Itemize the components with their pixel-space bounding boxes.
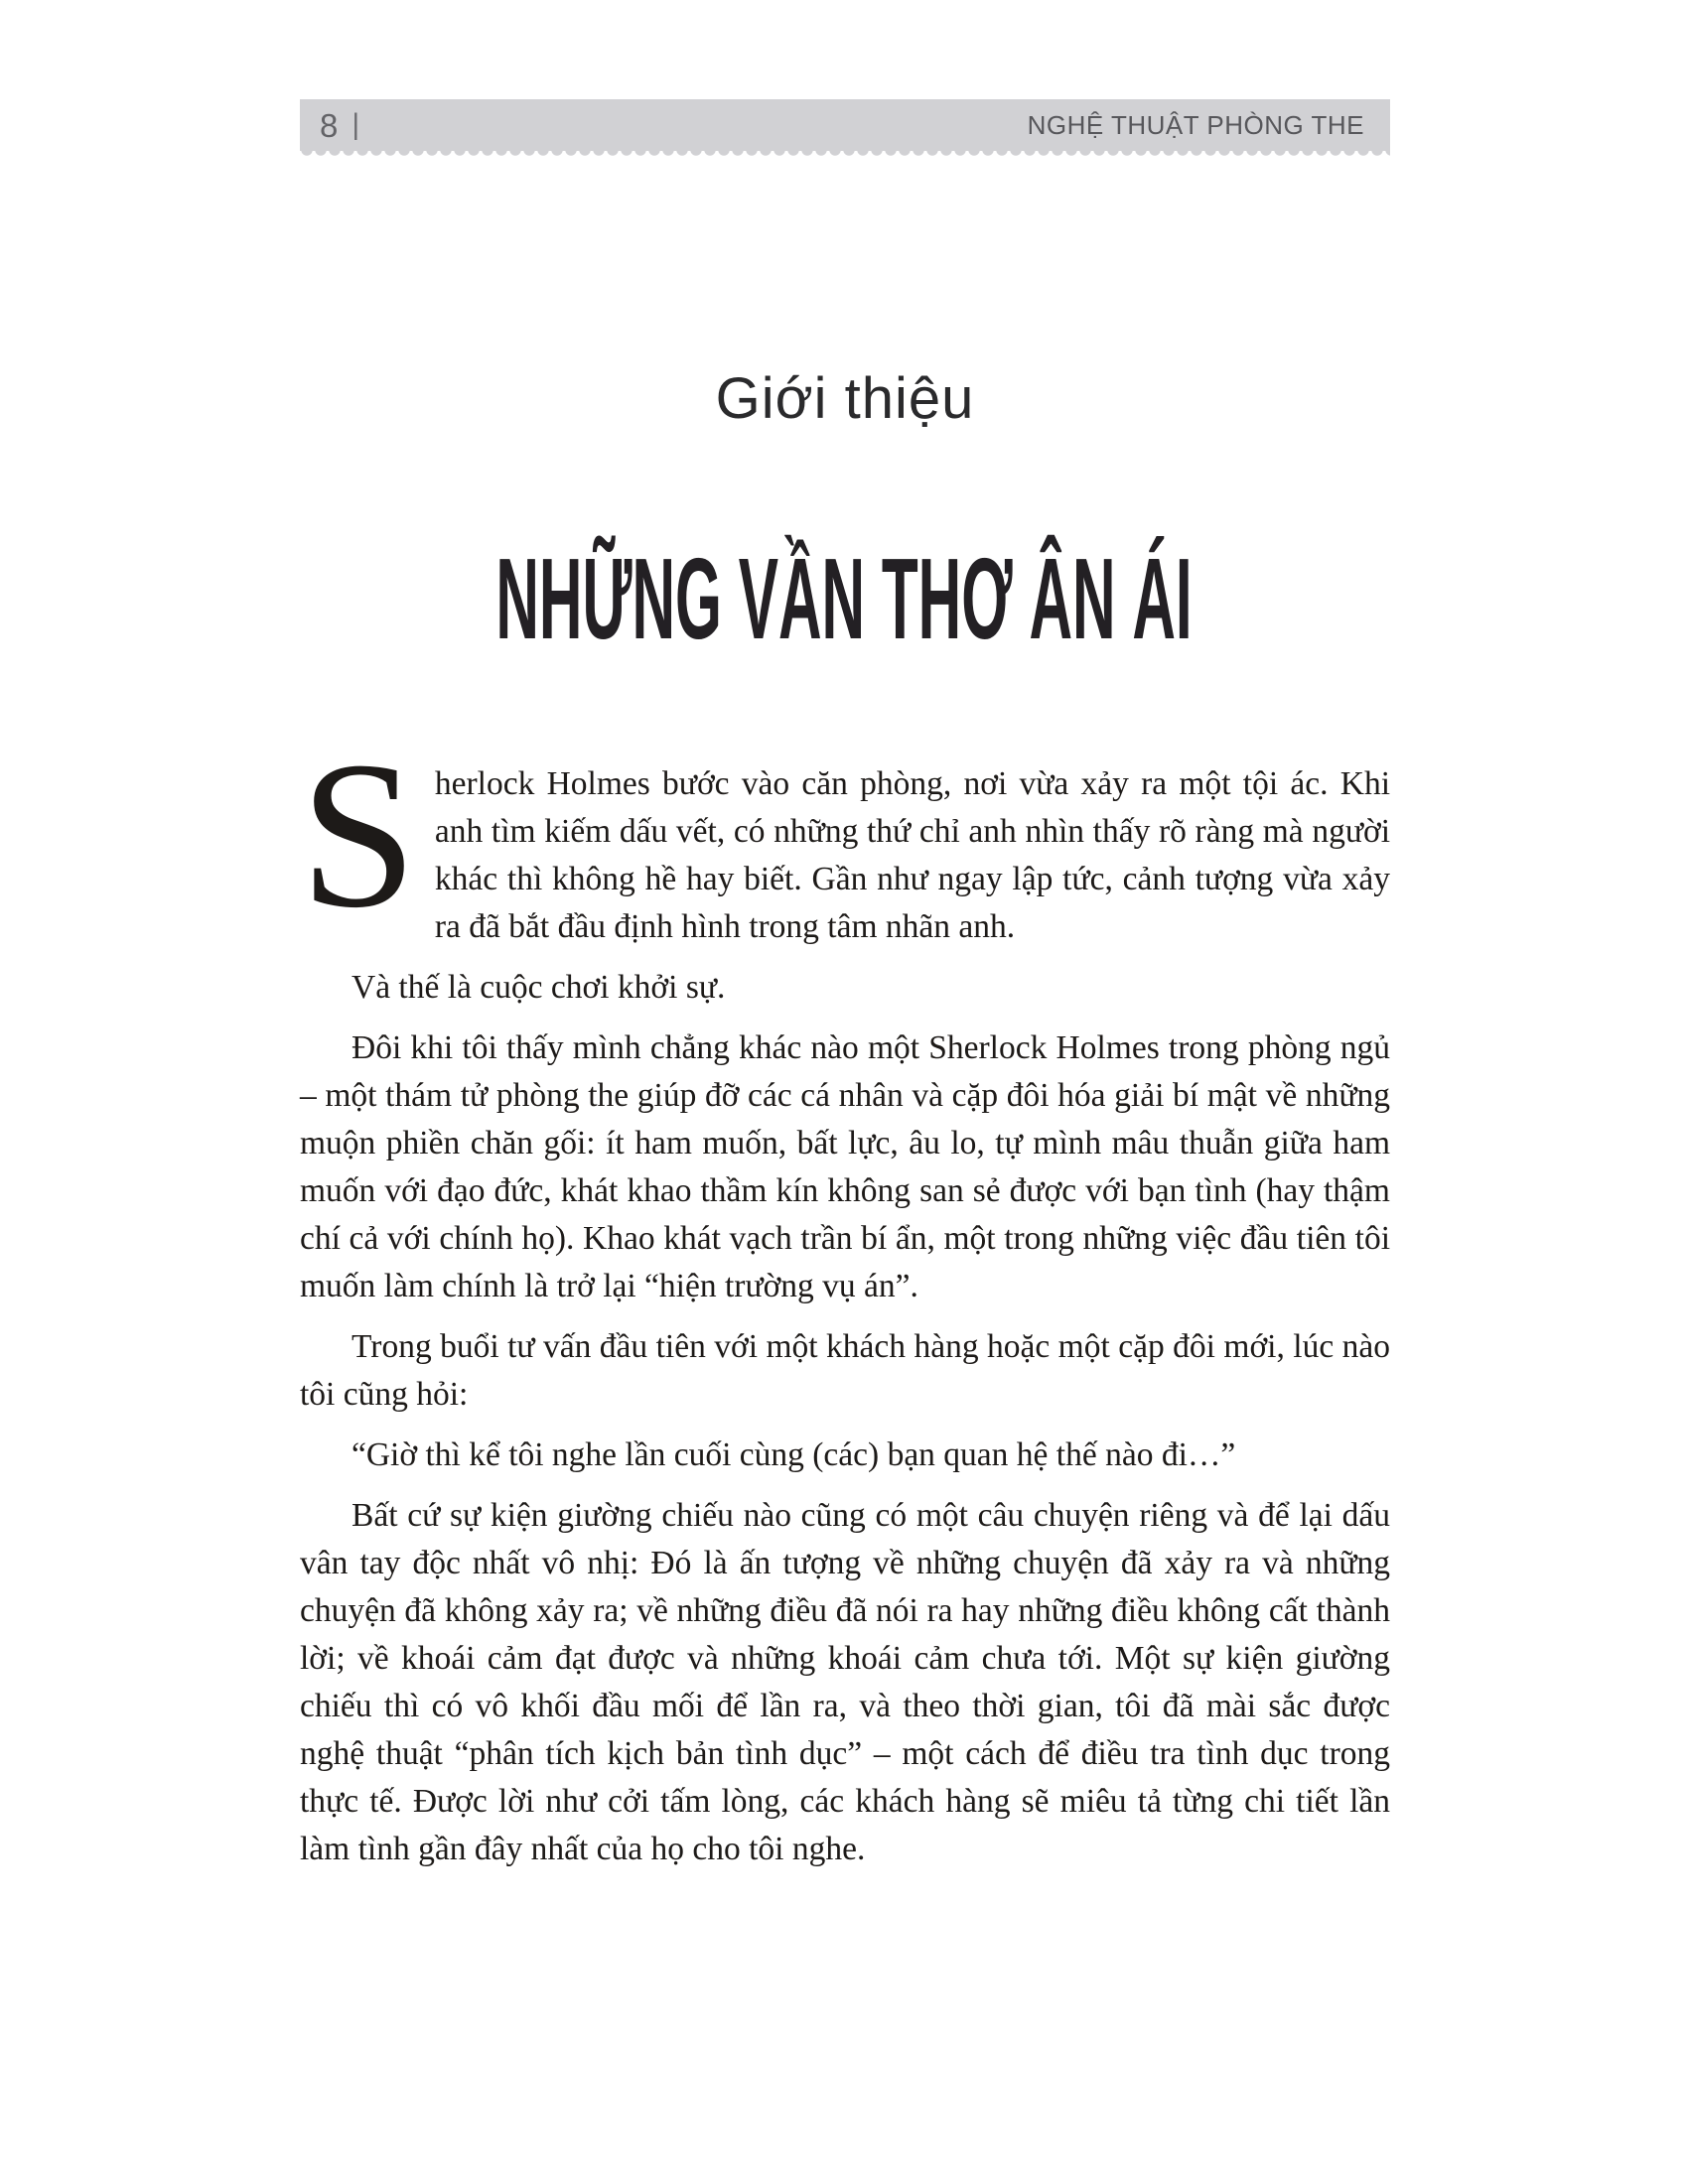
running-title: NGHỆ THUẬT PHÒNG THE bbox=[1027, 110, 1364, 140]
chapter-kicker: Giới thiệu bbox=[715, 366, 975, 431]
body-text bbox=[300, 718, 1390, 1886]
drop-cap: S bbox=[300, 718, 417, 951]
paragraph: Và thế là cuộc chơi khởi sự. bbox=[352, 969, 726, 1006]
header-separator: | bbox=[352, 108, 360, 141]
paragraph: “Giờ thì kể tôi nghe lần cuối cùng (các) bạn quan hệ thế nào đi…” bbox=[352, 1436, 1236, 1473]
page-number: 8 bbox=[320, 106, 339, 144]
torn-edge-decoration bbox=[300, 151, 1390, 158]
chapter-title: NHỮNG VẦN THƠ ÂN ÁI bbox=[495, 534, 1193, 663]
paragraph-opening bbox=[300, 718, 1390, 951]
paragraph: Đôi khi tôi thấy mình chẳng khác nào một Sherlock Holmes trong phòng ngủ – một thám tử phòng the giúp đỡ các cá nhân và cặp đôi hóa giải bí mật về những muộn phiền chăn gối: ít ham muốn, bất lực, âu lo, tự mình mâu thuẫn giữa ham muốn với đạo đức, khát khao thầm kín không san sẻ được với bạn tình (hay thậm chí cả với chính họ). Khao khát vạch trần bí ẩn, một trong những việc đầu tiên tôi muốn làm chính là trở lại “hiện trường vụ án”. bbox=[300, 1029, 1390, 1304]
paragraph: Trong buổi tư vấn đầu tiên với một khách hàng hoặc một cặp đôi mới, lúc nào tôi cũng hỏi: bbox=[300, 1328, 1390, 1413]
paragraph: Bất cứ sự kiện giường chiếu nào cũng có một câu chuyện riêng và để lại dấu vân tay độc nhất vô nhị: Đó là ấn tượng về những chuyện đã xảy ra và những chuyện đã không xảy ra; về những điều đã nói ra hay những điều không cất thành lời; về khoái cảm đạt được và những khoái cảm chưa tới. Một sự kiện giường chiếu thì có vô khối đầu mối để lần ra, và theo thời gian, tôi đã mài sắc được nghệ thuật “phân tích kịch bản tình dục” – một cách để điều tra tình dục trong thực tế. Được lời như cởi tấm lòng, các khách hàng sẽ miêu tả từng chi tiết lần làm tình gần đây nhất của họ cho tôi nghe. bbox=[300, 1497, 1390, 1867]
running-header-left bbox=[320, 106, 360, 144]
paragraph-opening-text: herlock Holmes bước vào căn phòng, nơi vừa xảy ra một tội ác. Khi anh tìm kiếm dấu vết, có những thứ chỉ anh nhìn thấy rõ ràng mà người khác thì không hề hay biết. Gần như ngay lập tức, cảnh tượng vừa xảy ra đã bắt đầu định hình trong tâm nhãn anh. bbox=[434, 765, 1390, 945]
running-header bbox=[300, 99, 1390, 151]
